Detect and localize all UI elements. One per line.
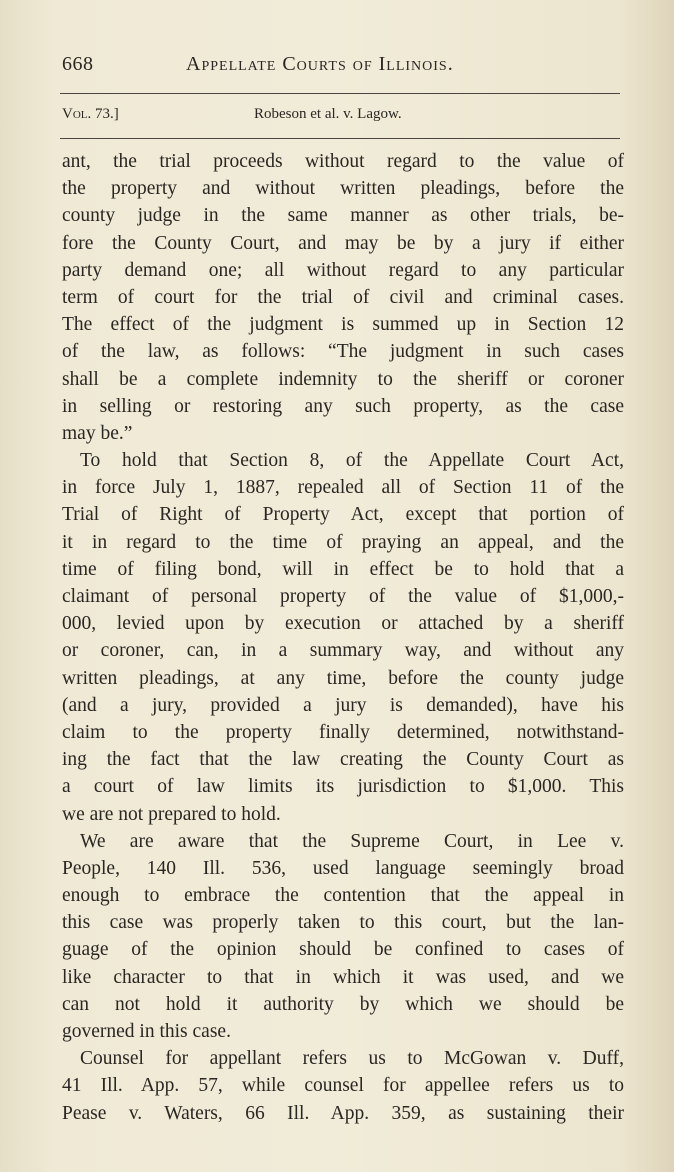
text-line: term of court for the trial of civil and criminal cases. xyxy=(62,286,624,308)
text-line: in selling or restoring any such property, as the case xyxy=(62,395,624,417)
text-line: written pleadings, at any time, before the county judge xyxy=(62,667,624,689)
text-line: ant, the trial proceeds without regard to the value of xyxy=(62,151,624,172)
text-line: it in regard to the time of praying an appeal, and the xyxy=(62,531,624,553)
text-line: To hold that Section 8, of the Appellate Court Act, xyxy=(80,450,624,472)
case-title: Robeson et al. v. Lagow. xyxy=(254,106,402,122)
text-line: The effect of the judgment is summed up in Section 12 xyxy=(62,314,624,336)
running-title: Appellate Courts of Illinois. xyxy=(186,53,454,75)
text-line: party demand one; all without regard to any particular xyxy=(62,259,624,281)
text-line: can not hold it authority by which we should be xyxy=(62,993,624,1015)
text-line: People, 140 Ill. 536, used language seemingly broad xyxy=(62,857,624,879)
text-line: or coroner, can, in a summary way, and without any xyxy=(62,640,624,662)
text-line: ing the fact that the law creating the County Court as xyxy=(62,749,624,771)
text-line: Counsel for appellant refers us to McGowan v. Duff, xyxy=(80,1048,624,1070)
text-line: the property and without written pleadings, before the xyxy=(62,178,624,200)
running-head xyxy=(62,53,622,81)
text-line: enough to embrace the contention that the appeal in xyxy=(62,885,624,907)
text-line: 000, levied upon by execution or attached by a sheriff xyxy=(62,613,624,635)
text-line: county judge in the same manner as other trials, be- xyxy=(62,205,624,227)
text-line: of the law, as follows: “The judgment in such cases xyxy=(62,341,624,363)
text-line: shall be a complete indemnity to the sheriff or coroner xyxy=(62,368,624,390)
text-line: We are aware that the Supreme Court, in Lee v. xyxy=(80,830,624,852)
text-line: time of filing bond, will in effect be to hold that a xyxy=(62,558,624,580)
text-line: 41 Ill. App. 57, while counsel for appellee refers us to xyxy=(62,1075,624,1097)
header-rule-top xyxy=(60,93,620,94)
text-line: governed in this case. xyxy=(62,1021,231,1042)
text-line: fore the County Court, and may be by a jury if either xyxy=(62,232,624,254)
text-line: this case was properly taken to this court, but the lan- xyxy=(62,912,624,934)
text-line: we are not prepared to hold. xyxy=(62,803,281,825)
case-subhead xyxy=(62,106,622,128)
text-line: guage of the opinion should be confined to cases of xyxy=(62,939,624,961)
volume-label: Vol. 73.] xyxy=(62,106,119,122)
text-line: like character to that in which it was used, and we xyxy=(62,966,624,988)
page-number: 668 xyxy=(62,53,94,75)
text-line: Pease v. Waters, 66 Ill. App. 359, as sustaining their xyxy=(62,1102,624,1124)
text-line: in force July 1, 1887, repealed all of Section 11 of the xyxy=(62,477,624,499)
text-line: a court of law limits its jurisdiction to $1,000. This xyxy=(62,776,624,798)
text-line: claim to the property finally determined, notwithstand- xyxy=(62,721,624,743)
text-line: may be.” xyxy=(62,422,133,444)
text-line: claimant of personal property of the value of $1,000,- xyxy=(62,586,624,607)
body-text xyxy=(62,148,624,1127)
text-line: Trial of Right of Property Act, except that portion of xyxy=(62,504,624,526)
text-line: (and a jury, provided a jury is demanded), have his xyxy=(62,694,624,716)
header-rule-bottom xyxy=(60,138,620,139)
